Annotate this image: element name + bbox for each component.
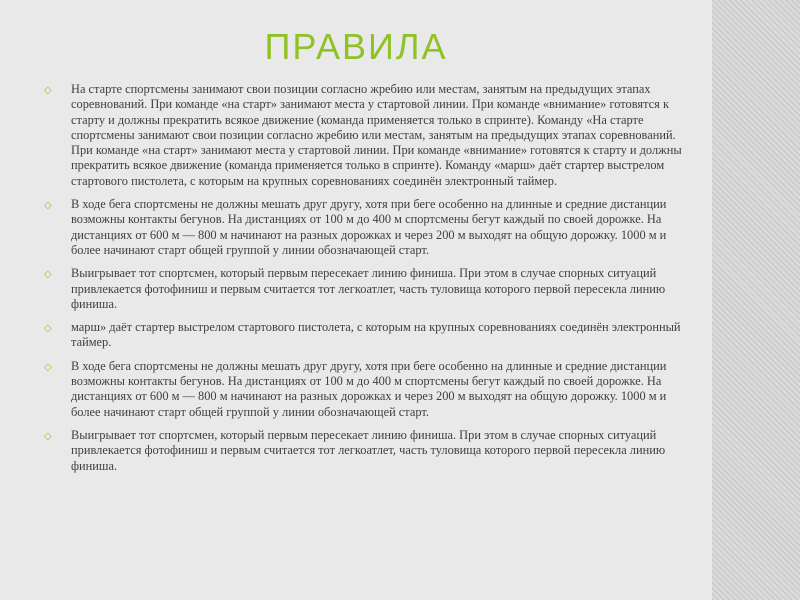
slide-title: ПРАВИЛА <box>264 26 448 67</box>
decorative-stripe-panel <box>712 0 800 600</box>
bullet-list <box>44 82 684 482</box>
bullet-item <box>44 266 684 312</box>
bullet-text: Выигрывает тот спортсмен, который первым пересекает линию финиша. При этом в случае спорных ситуаций привлекается фотофиниш и первым считается тот легкоатлет, часть туловища которого первой пересекла линию финиша. <box>71 427 666 473</box>
diamond-bullet-icon: ◇ <box>44 85 52 96</box>
bullet-text: На старте спортсмены занимают свои позиции согласно жребию или местам, занятым на предыдущих этапах соревнований. При команде «на старт» занимают места у стартовой линии. При команде «внимание» готовятся к старту и должны прекратить всякое движение (команда применяется только в спринте). Команду «На старте спортсмены занимают свои позиции согласно жребию или местам, занятым на предыдущих этапах соревнований. При команде «на старт» занимают места у стартовой линии. При команде «внимание» готовятся к старту и должны прекратить всякое движение (команда применяется только в спринте). Команду «марш» даёт стартер выстрелом стартового пистолета, с которым на крупных соревнованиях соединён электронный таймер. <box>71 82 682 188</box>
bullet-text: В ходе бега спортсмены не должны мешать друг другу, хотя при беге особенно на длинные и средние дистанции возможны контакты бегунов. На дистанциях от 100 м до 400 м спортсмены бегут каждый по своей дорожке. На дистанциях от 600 м — 800 м начинают на разных дорожках и через 200 м выходят на общую дорожку. 1000 м и более начинают старт общей группой у линии обозначающей старт. <box>71 197 667 257</box>
diamond-bullet-icon: ◇ <box>44 269 52 281</box>
bullet-text: марш» даёт стартер выстрелом стартового пистолета, с которым на крупных соревнованиях соединён электронный таймер. <box>71 320 681 350</box>
diamond-bullet-icon: ◇ <box>44 361 52 373</box>
diamond-bullet-icon: ◇ <box>44 323 52 335</box>
bullet-item <box>44 320 684 351</box>
bullet-text: В ходе бега спортсмены не должны мешать друг другу, хотя при беге особенно на длинные и средние дистанции возможны контакты бегунов. На дистанциях от 100 м до 400 м спортсмены бегут каждый по своей дорожке. На дистанциях от 600 м — 800 м начинают на разных дорожках и через 200 м выходят на общую дорожку. 1000 м и более начинают старт общей группой у линии обозначающей старт. <box>71 358 667 419</box>
bullet-item <box>44 82 684 189</box>
bullet-text: Выигрывает тот спортсмен, который первым пересекает линию финиша. При этом в случае спорных ситуаций привлекается фотофиниш и первым считается тот легкоатлет, часть туловища которого первой пересекла линию финиша. <box>71 266 666 311</box>
bullet-item <box>44 197 684 258</box>
bullet-item <box>44 359 684 420</box>
bullet-item <box>44 428 684 474</box>
diamond-bullet-icon: ◇ <box>44 430 52 442</box>
diamond-bullet-icon: ◇ <box>44 200 52 212</box>
